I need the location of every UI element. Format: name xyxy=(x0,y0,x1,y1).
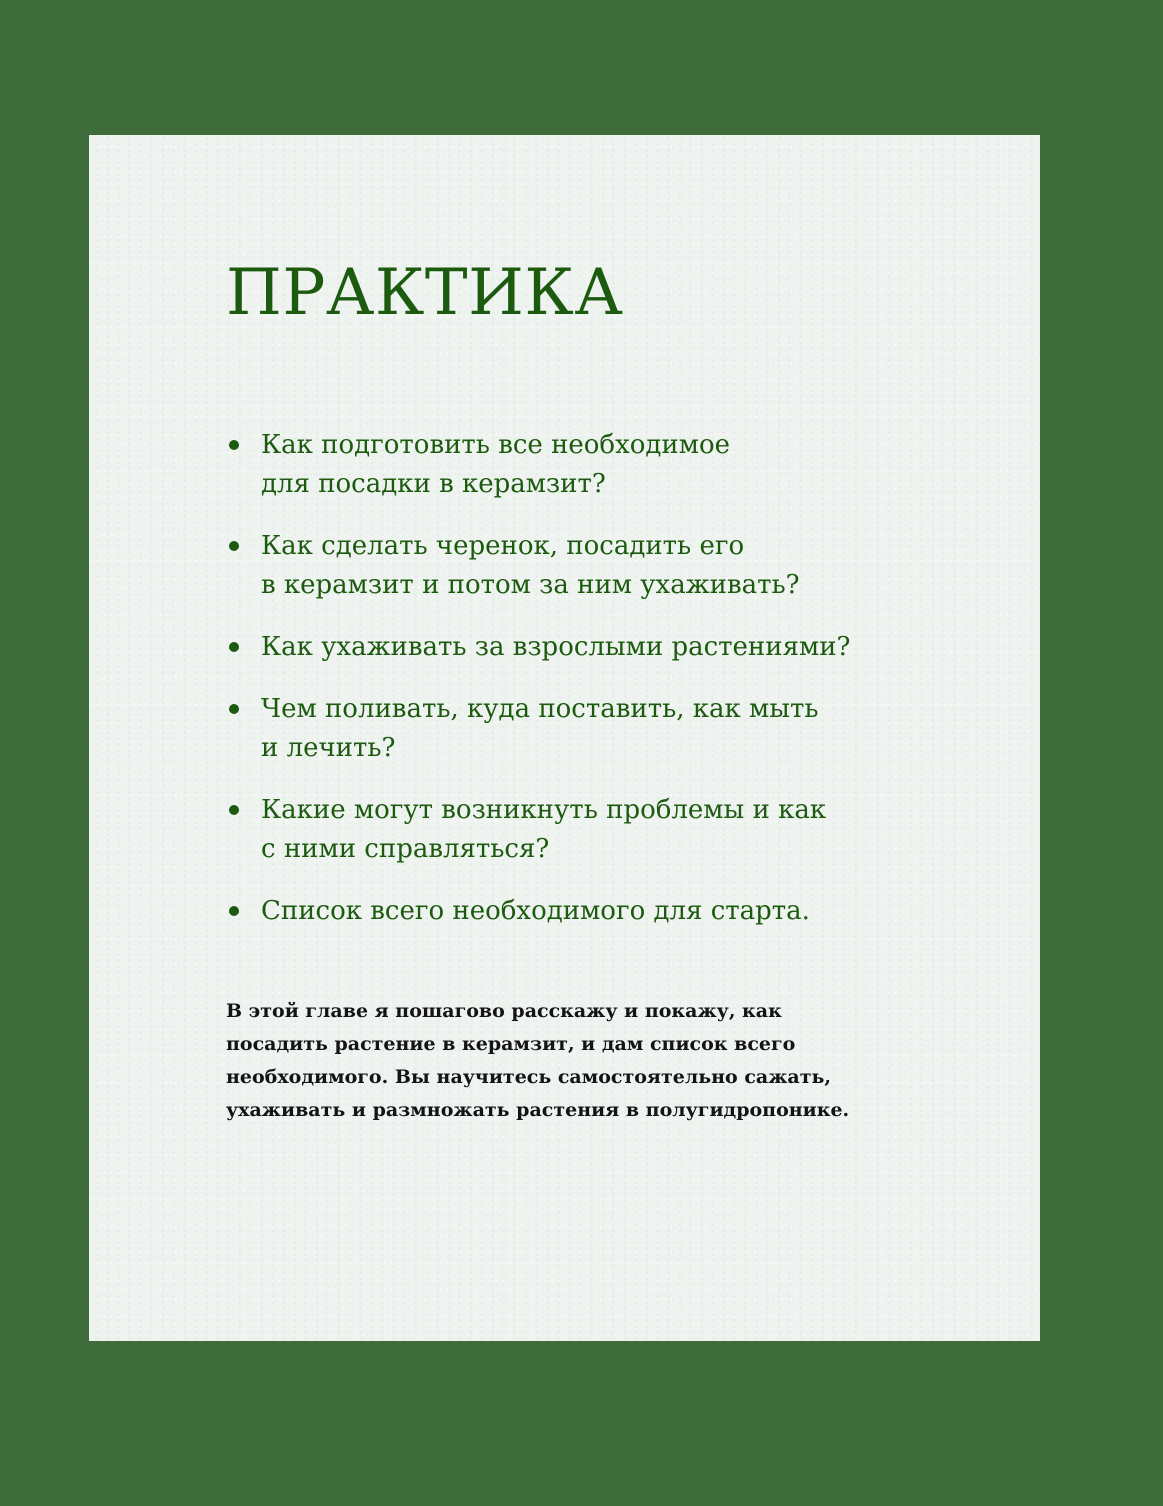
chapter-intro-paragraph xyxy=(226,995,926,1127)
intro-line: ухаживать и размножать растения в полугидропонике. xyxy=(226,1099,850,1121)
list-item-line: Чем поливать, куда поставить, как мыть xyxy=(261,694,819,724)
bullet-icon xyxy=(229,906,239,916)
bullet-icon xyxy=(229,704,239,714)
bullet-icon xyxy=(229,805,239,815)
list-item-line: и лечить? xyxy=(261,733,396,763)
list-item-line: Какие могут возникнуть проблемы и как xyxy=(261,795,827,825)
list-item-line: Как подготовить все необходимое xyxy=(261,430,731,460)
list-item xyxy=(226,628,986,667)
list-item-line: в керамзит и потом за ним ухаживать? xyxy=(261,570,800,600)
bullet-icon xyxy=(229,440,239,450)
intro-line: В этой главе я пошагово расскажу и покажу, как xyxy=(226,1000,782,1022)
list-item xyxy=(226,892,986,931)
list-item-line: для посадки в керамзит? xyxy=(261,469,606,499)
topics-list xyxy=(226,426,986,954)
intro-line: необходимого. Вы научитесь самостоятельно сажать, xyxy=(226,1066,831,1088)
bullet-icon xyxy=(229,541,239,551)
intro-line: посадить растение в керамзит, и дам список всего xyxy=(226,1033,796,1055)
list-item-line: с ними справляться? xyxy=(261,834,550,864)
list-item xyxy=(226,690,986,768)
page-title: ПРАКТИКА xyxy=(226,256,624,330)
list-item xyxy=(226,791,986,869)
book-page xyxy=(89,135,1040,1341)
bullet-icon xyxy=(229,642,239,652)
list-item xyxy=(226,426,986,504)
list-item-line: Список всего необходимого для старта. xyxy=(261,896,810,926)
list-item-line: Как сделать черенок, посадить его xyxy=(261,531,745,561)
list-item xyxy=(226,527,986,605)
list-item-line: Как ухаживать за взрослыми растениями? xyxy=(261,632,851,662)
